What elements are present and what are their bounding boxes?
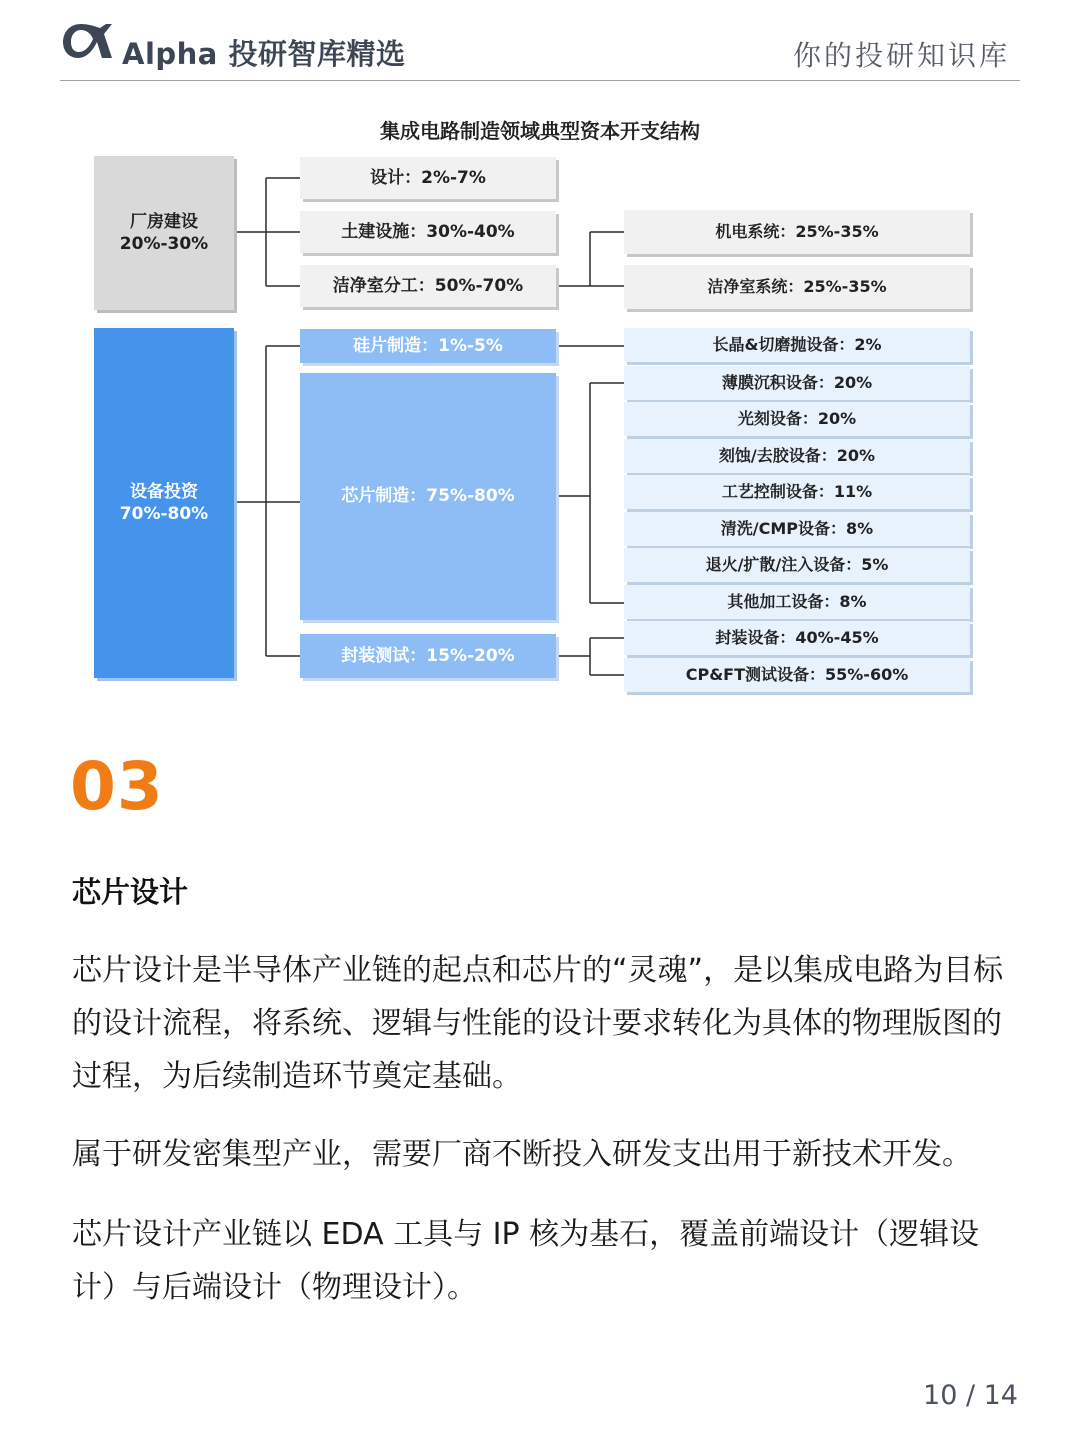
plant-construction-label: 厂房建设 [130, 211, 198, 232]
equipment-investment-box [94, 328, 234, 678]
plant-construction-box [94, 156, 234, 310]
page-number: 10 / 14 [923, 1380, 1018, 1411]
anneal-diffusion-equipment-box: 退火/扩散/注入设备：5% [624, 548, 970, 582]
paragraph-1: 芯片设计是半导体产业链的起点和芯片的“灵魂”，是以集成电路为目标的设计流程，将系统、逻辑与性能的设计要求转化为具体的物理版图的过程，为后续制造环节奠定基础。 [72, 953, 1004, 1094]
paragraph-3: 芯片设计产业链以 EDA 工具与 IP 核为基石，覆盖前端设计（逻辑设计）与后端设计（物理设计）。 [72, 1217, 980, 1305]
mep-system-box: 机电系统：25%-35% [624, 210, 970, 254]
lithography-equipment-box: 光刻设备：20% [624, 402, 970, 436]
silicon-wafer-box: 硅片制造：1%-5% [300, 329, 556, 363]
diagram-title: 集成电路制造领域典型资本开支结构 [380, 119, 700, 143]
cleanroom-system-box: 洁净室系统：25%-35% [624, 265, 970, 309]
paragraph-2: 属于研发密集型产业，需要厂商不断投入研发支出用于新技术开发。 [72, 1137, 972, 1172]
brand-title: Alpha 投研智库精选 [122, 37, 406, 71]
other-processing-equipment-box: 其他加工设备：8% [624, 585, 970, 619]
clean-cmp-equipment-box: 清洗/CMP设备：8% [624, 512, 970, 546]
header-slogan: 你的投研知识库 [792, 39, 1010, 72]
equipment-investment-range: 70%-80% [119, 504, 209, 524]
packaging-test-box: 封装测试：15%-20% [300, 634, 556, 678]
section-title: 芯片设计 [72, 875, 189, 909]
cleanroom-work-box: 洁净室分工：50%-70% [300, 265, 556, 307]
crystal-growth-equipment-box: 长晶&切磨抛设备：2% [624, 328, 970, 362]
design-box: 设计：2%-7% [300, 157, 556, 199]
etch-equipment-box: 刻蚀/去胶设备：20% [624, 439, 970, 473]
plant-construction-range: 20%-30% [119, 234, 209, 254]
section-number: 03 [70, 748, 164, 825]
equipment-investment-label: 设备投资 [130, 481, 198, 502]
packaging-equipment-box: 封装设备：40%-45% [624, 621, 970, 655]
deposition-equipment-box: 薄膜沉积设备：20% [624, 366, 970, 400]
chip-fab-box: 芯片制造：75%-80% [300, 373, 556, 620]
civil-facility-box: 土建设施：30%-40% [300, 211, 556, 253]
process-control-equipment-box: 工艺控制设备：11% [624, 475, 970, 509]
test-equipment-box: CP&FT测试设备：55%-60% [624, 658, 970, 692]
